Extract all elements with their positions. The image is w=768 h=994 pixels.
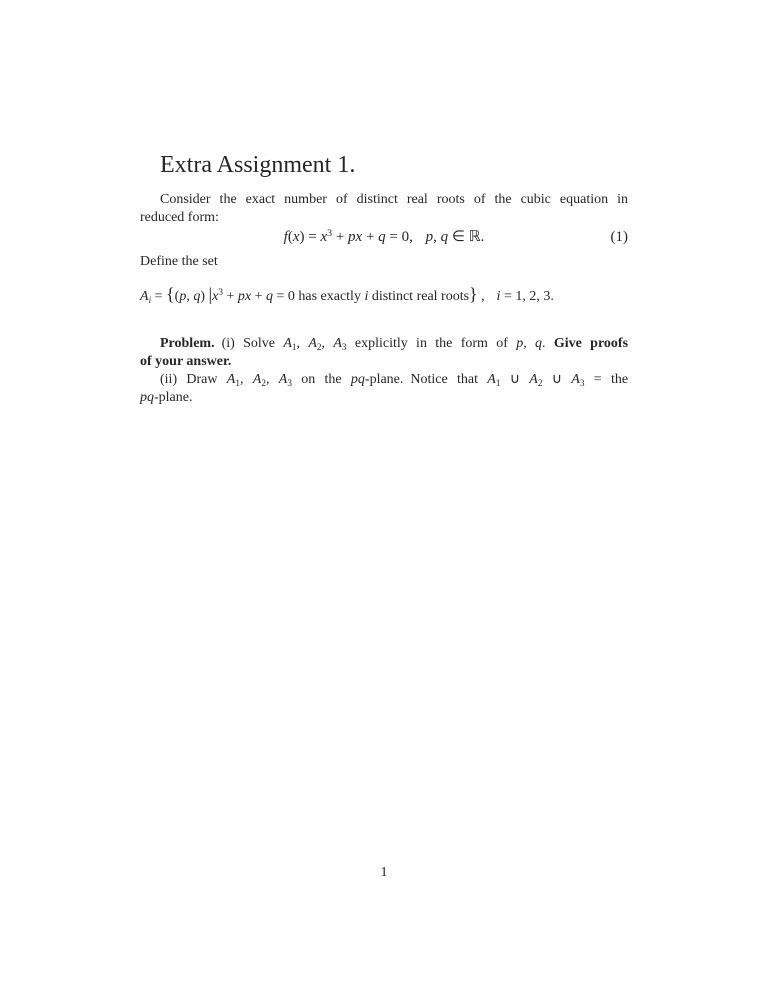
page-number: 1 [380,865,388,880]
define-set-paragraph [140,253,628,271]
equation-1 [140,227,628,247]
equation-1-formula: $f(x) = x^3$ + px + q = 0, p, q ∈ ℝ. [283,227,485,245]
set-definition-equation: $A_i = \{(p$, q) $|x^3$ + px + q = 0 has exactly i distinct real roots} , i = 1, 2, 3. [140,284,554,305]
intro-paragraph [140,191,628,227]
text-line: Problem. (i) Solve $A_1$, $A_2$, $A_3$ explicitly in the form of p, q. Give proofs [160,336,629,352]
equation-1-number: (1) [610,229,628,245]
text-line: Consider the exact number of distinct real roots of the cubic equation in [160,192,628,207]
document-title: Extra Assignment 1. [160,152,356,178]
problem-paragraph [140,335,628,407]
text-line: pq-plane. [140,390,193,405]
text-line: of your answer. [140,354,232,369]
text-line: reduced form: [140,210,219,225]
text-line: (ii) Draw $A_1$, $A_2$, $A_3$ on the pq-plane. Notice that $A_1$ ∪ $A_2$ ∪ $A_3$ = the [160,372,629,388]
text-line: Define the set [140,254,218,269]
